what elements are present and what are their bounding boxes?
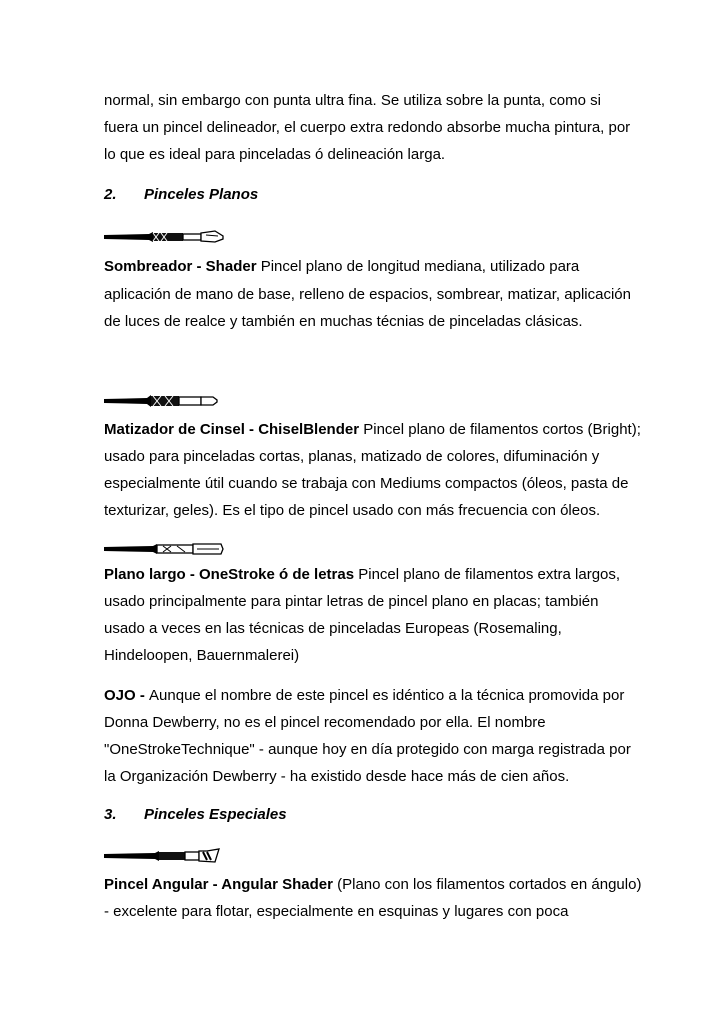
ojo-line-4: la Organización Dewberry - ha existido desde hace más de cien años. (104, 768, 570, 785)
section-3-title: Pinceles Especiales (144, 806, 287, 823)
angular-line-1 (104, 876, 641, 894)
angular-shader-brush-image (103, 847, 227, 865)
intro-line-1: normal, sin embargo con punta ultra fina. Se utiliza sobre la punta, como si (104, 92, 601, 109)
section-2-title: Pinceles Planos (144, 186, 259, 203)
section-2-number: 2. (104, 186, 117, 203)
shader-line-2: aplicación de mano de base, relleno de espacios, sombrear, matizar, aplicación (104, 286, 631, 303)
intro-line-2: fuera un pincel delineador, el cuerpo extra redondo absorbe mucha pintura, por (104, 119, 631, 136)
ojo-dash: - (135, 687, 150, 704)
onestroke-brush-image (103, 540, 227, 558)
chisel-line-4: texturizar, geles). Es el tipo de pincel usado con más frecuencia con óleos. (104, 502, 601, 519)
section-2-heading (104, 186, 258, 203)
section-3-heading (104, 806, 287, 823)
angular-line-2: - excelente para flotar, especialmente en esquinas y lugares con poca (104, 903, 569, 920)
angular-term: Pincel Angular - Angular Shader (104, 876, 333, 893)
shader-desc-1: Pincel plano de longitud mediana, utilizado para (256, 258, 580, 275)
ojo-line-2: Donna Dewberry, no es el pincel recomendado por ella. El nombre (104, 714, 546, 731)
shader-line-3: de luces de realce y también en muchas técnias de pinceladas clásicas. (104, 313, 583, 330)
onestroke-line-1 (104, 566, 620, 584)
onestroke-line-3: usado a veces en las técnicas de pinceladas Europeas (Rosemaling, (104, 620, 562, 637)
ojo-line-1 (104, 687, 624, 705)
onestroke-line-2: usado principalmente para pintar letras de pincel plano en placas; también (104, 593, 599, 610)
shader-line-1 (104, 258, 579, 276)
ojo-desc-1: Aunque el nombre de este pincel es idéntico a la técnica promovida por (149, 687, 625, 704)
onestroke-desc-1: Pincel plano de filamentos extra largos, (354, 566, 621, 583)
intro-line-3: lo que es ideal para pinceladas ó delineación larga. (104, 146, 446, 163)
ojo-line-3: "OneStrokeTechnique" - aunque hoy en día protegido con marga registrada por (104, 741, 631, 758)
shader-term: Sombreador - Shader (104, 258, 257, 275)
section-3-number: 3. (104, 806, 117, 823)
flat-shader-brush-image (103, 228, 227, 246)
chisel-line-3: especialmente útil cuando se trabaja con Mediums compactos (óleos, pasta de (104, 475, 629, 492)
chisel-line-1 (104, 421, 641, 439)
ojo-term: OJO (104, 687, 136, 704)
onestroke-line-4: Hindeloopen, Bauernmalerei) (104, 647, 300, 664)
chisel-line-2: usado para pinceladas cortas, planas, matizado de colores, difuminación y (104, 448, 600, 465)
chisel-blender-brush-image (103, 392, 227, 410)
angular-desc-1: (Plano con los filamentos cortados en ángulo) (332, 876, 642, 893)
onestroke-term: Plano largo - OneStroke ó de letras (104, 566, 355, 583)
chisel-term: Matizador de Cinsel - ChiselBlender (104, 421, 360, 438)
chisel-desc-1: Pincel plano de filamentos cortos (Bright); (359, 421, 641, 438)
